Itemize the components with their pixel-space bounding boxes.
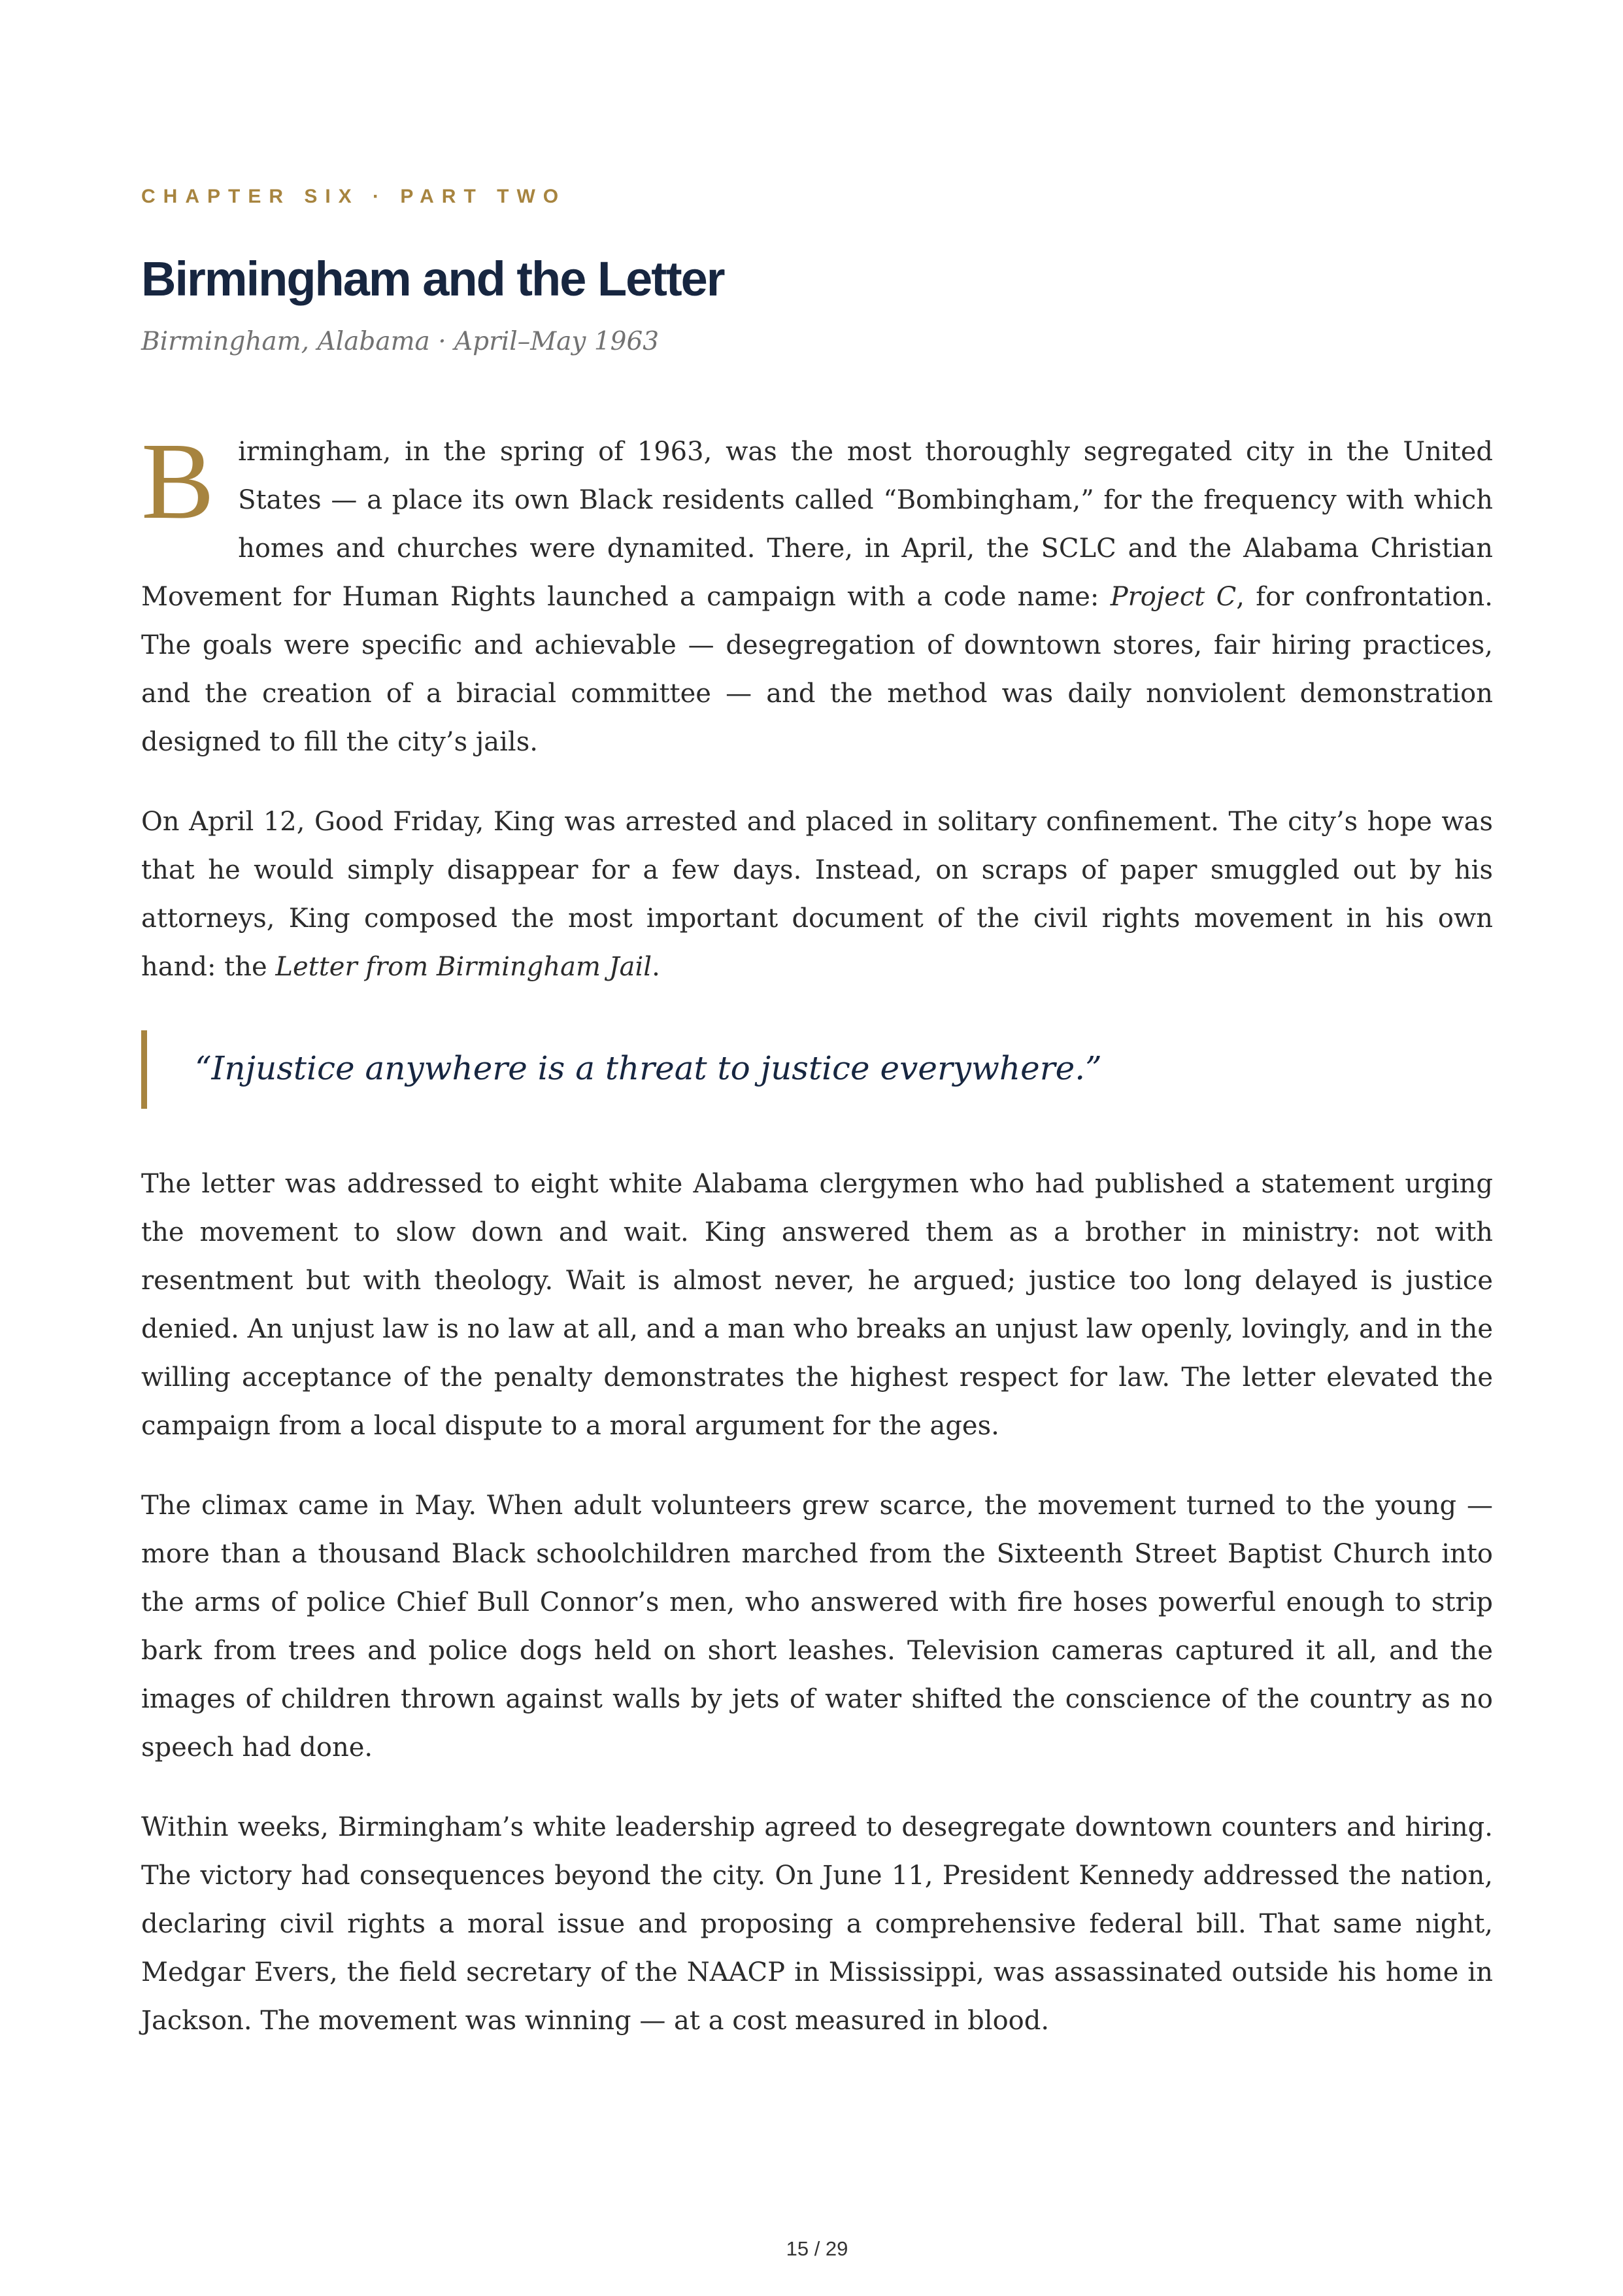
drop-cap: B	[141, 420, 215, 542]
paragraph-5: Within weeks, Birmingham’s white leadership agreed to desegregate downtown counters and hiring. The victory had consequences beyond the city. On June 11, President Kennedy addressed the nation, declaring civil rights a moral issue and proposing a comprehensive federal bill. That same night, Medgar Evers, the field secretary of the NAACP in Mississippi, was assassinated outside his home in Jackson. The movement was winning — at a cost measured in blood.	[141, 1812, 1493, 2036]
paragraph-1	[141, 420, 1493, 766]
chapter-title: Birmingham and the Letter	[141, 252, 724, 306]
paragraph-1-text-a: irmingham, in the spring of 1963, was the most thoroughly segregated city in the United States — a place its own Black residents called “Bombingham,” for the frequency with which homes and churches were dynamited. There, in April, the SCLC and the Alabama Christian Movement for Human Rights launched a campaign with a code name:	[141, 437, 1493, 612]
pull-quote: “Injustice anywhere is a threat to justice everywhere.”	[141, 1030, 1493, 1109]
paragraph-3: The letter was addressed to eight white Alabama clergymen who had published a statement urging the movement to slow down and wait. King answered them as a brother in ministry: not with resentment but with theology. Wait is almost never, he argued; justice too long delayed is justice denied. An unjust law is no law at all, and a man who breaks an unjust law openly, lovingly, and in the willing acceptance of the penalty demonstrates the highest respect for law. The letter elevated the campaign from a local dispute to a moral argument for the ages.	[141, 1169, 1493, 1441]
chapter-eyebrow: CHAPTER SIX · PART TWO	[141, 186, 567, 207]
document-page	[141, 0, 1493, 2296]
paragraph-4: The climax came in May. When adult volunteers grew scarce, the movement turned to the young — more than a thousand Black schoolchildren marched from the Sixteenth Street Baptist Church into the arms of police Chief Bull Connor’s men, who answered with fire hoses powerful enough to strip bark from trees and police dogs held on short leashes. Television cameras captured it all, and the images of children thrown against walls by jets of water shifted the conscience of the country as no speech had done.	[141, 1491, 1493, 1763]
chapter-body	[141, 420, 1493, 2076]
paragraph-1-emphasis: Project C	[1110, 582, 1237, 612]
paragraph-2-text-a: On April 12, Good Friday, King was arrested and placed in solitary confinement. The city’s hope was that he would simply disappear for a few days. Instead, on scraps of paper smuggled out by his attorneys, King composed the most important document of the civil rights movement in his own hand: the	[141, 807, 1493, 982]
paragraph-2-text-b: .	[652, 952, 660, 982]
paragraph-2-emphasis: Letter from Birmingham Jail	[275, 952, 652, 982]
page-number: 15 / 29	[786, 2237, 848, 2260]
chapter-dateline: Birmingham, Alabama · April–May 1963	[141, 327, 660, 356]
paragraph-2	[141, 798, 1493, 991]
paragraph-1-text-b: , for confrontation. The goals were specific and achievable — desegregation of downtown stores, fair hiring practices, and the creation of a biracial committee — and the method was daily nonviolent demonstration designed to fill the city’s jails.	[141, 582, 1493, 757]
